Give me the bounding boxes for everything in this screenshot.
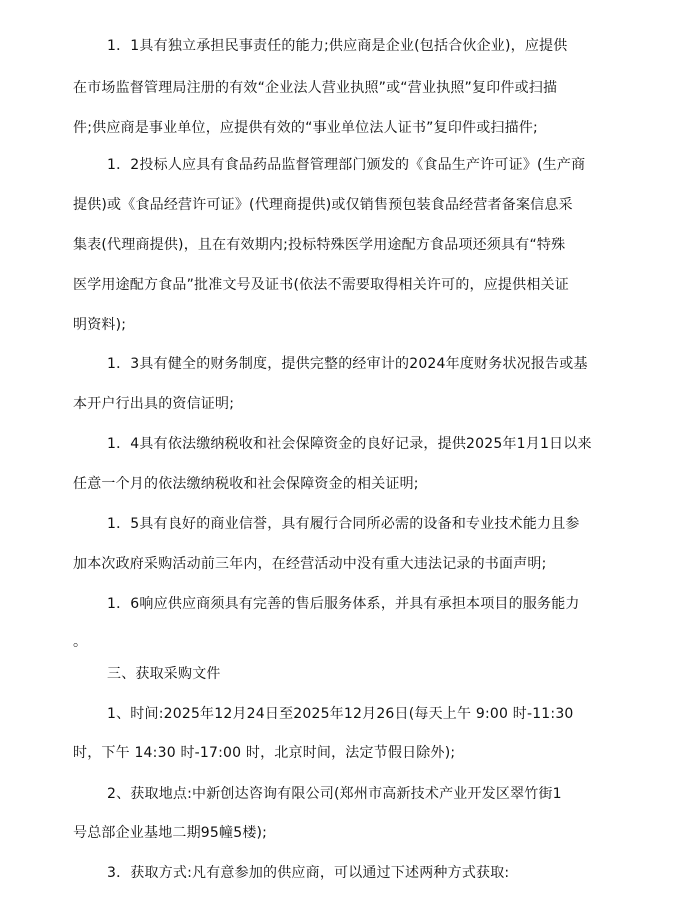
paragraph-1-3-line-2: 本开户行出具的资信证明;	[73, 396, 235, 412]
paragraph-1-1-line-3: 件;供应商是事业单位，应提供有效的“事业单位法人证书”复印件或扫描件;	[73, 120, 538, 136]
time-line-2: 时，下午 14:30 时-17:00 时，北京时间，法定节假日除外);	[73, 745, 456, 761]
paragraph-1-2-line-5: 明资料);	[73, 317, 127, 333]
paragraph-1-1-line-1: 1．1具有独立承担民事责任的能力;供应商是企业(包括合伙企业)，应提供	[107, 38, 568, 54]
method-line-1: 3．获取方式:凡有意参加的供应商，可以通过下述两种方式获取:	[107, 865, 510, 881]
paragraph-1-2-line-1: 1．2投标人应具有食品药品监督管理部门颁发的《食品生产许可证》(生产商	[107, 157, 586, 173]
section-heading-3: 三、获取采购文件	[107, 666, 221, 682]
paragraph-1-4-line-1: 1．4具有依法缴纳税收和社会保障资金的良好记录，提供2025年1月1日以来	[107, 436, 592, 452]
paragraph-1-3-line-1: 1．3具有健全的财务制度，提供完整的经审计的2024年度财务状况报告或基	[107, 356, 588, 372]
time-line-1: 1、时间:2025年12月24日至2025年12月26日(每天上午 9:00 时-11:30	[107, 706, 574, 722]
paragraph-1-6-line-2: 。	[73, 634, 88, 650]
location-line-2: 号总部企业基地二期95幢5楼);	[73, 825, 268, 841]
paragraph-1-4-line-2: 任意一个月的依法缴纳税收和社会保障资金的相关证明;	[73, 476, 419, 492]
paragraph-1-5-line-1: 1．5具有良好的商业信誉，具有履行合同所必需的设备和专业技术能力且参	[107, 516, 580, 532]
paragraph-1-1-line-2: 在市场监督管理局注册的有效“企业法人营业执照”或“营业执照”复印件或扫描	[73, 80, 558, 96]
paragraph-1-5-line-2: 加本次政府采购活动前三年内，在经营活动中没有重大违法记录的书面声明;	[73, 556, 547, 572]
paragraph-1-2-line-3: 集表(代理商提供)，且在有效期内;投标特殊医学用途配方食品项还须具有“特殊	[73, 237, 566, 253]
paragraph-1-6-line-1: 1．6响应供应商须具有完善的售后服务体系，并具有承担本项目的服务能力	[107, 596, 580, 612]
paragraph-1-2-line-2: 提供)或《食品经营许可证》(代理商提供)或仅销售预包装食品经营者备案信息采	[73, 197, 573, 213]
location-line-1: 2、获取地点:中新创达咨询有限公司(郑州市高新技术产业开发区翠竹街1	[107, 786, 562, 802]
paragraph-1-2-line-4: 医学用途配方食品”批准文号及证书(依法不需要取得相关许可的，应提供相关证	[73, 277, 569, 293]
